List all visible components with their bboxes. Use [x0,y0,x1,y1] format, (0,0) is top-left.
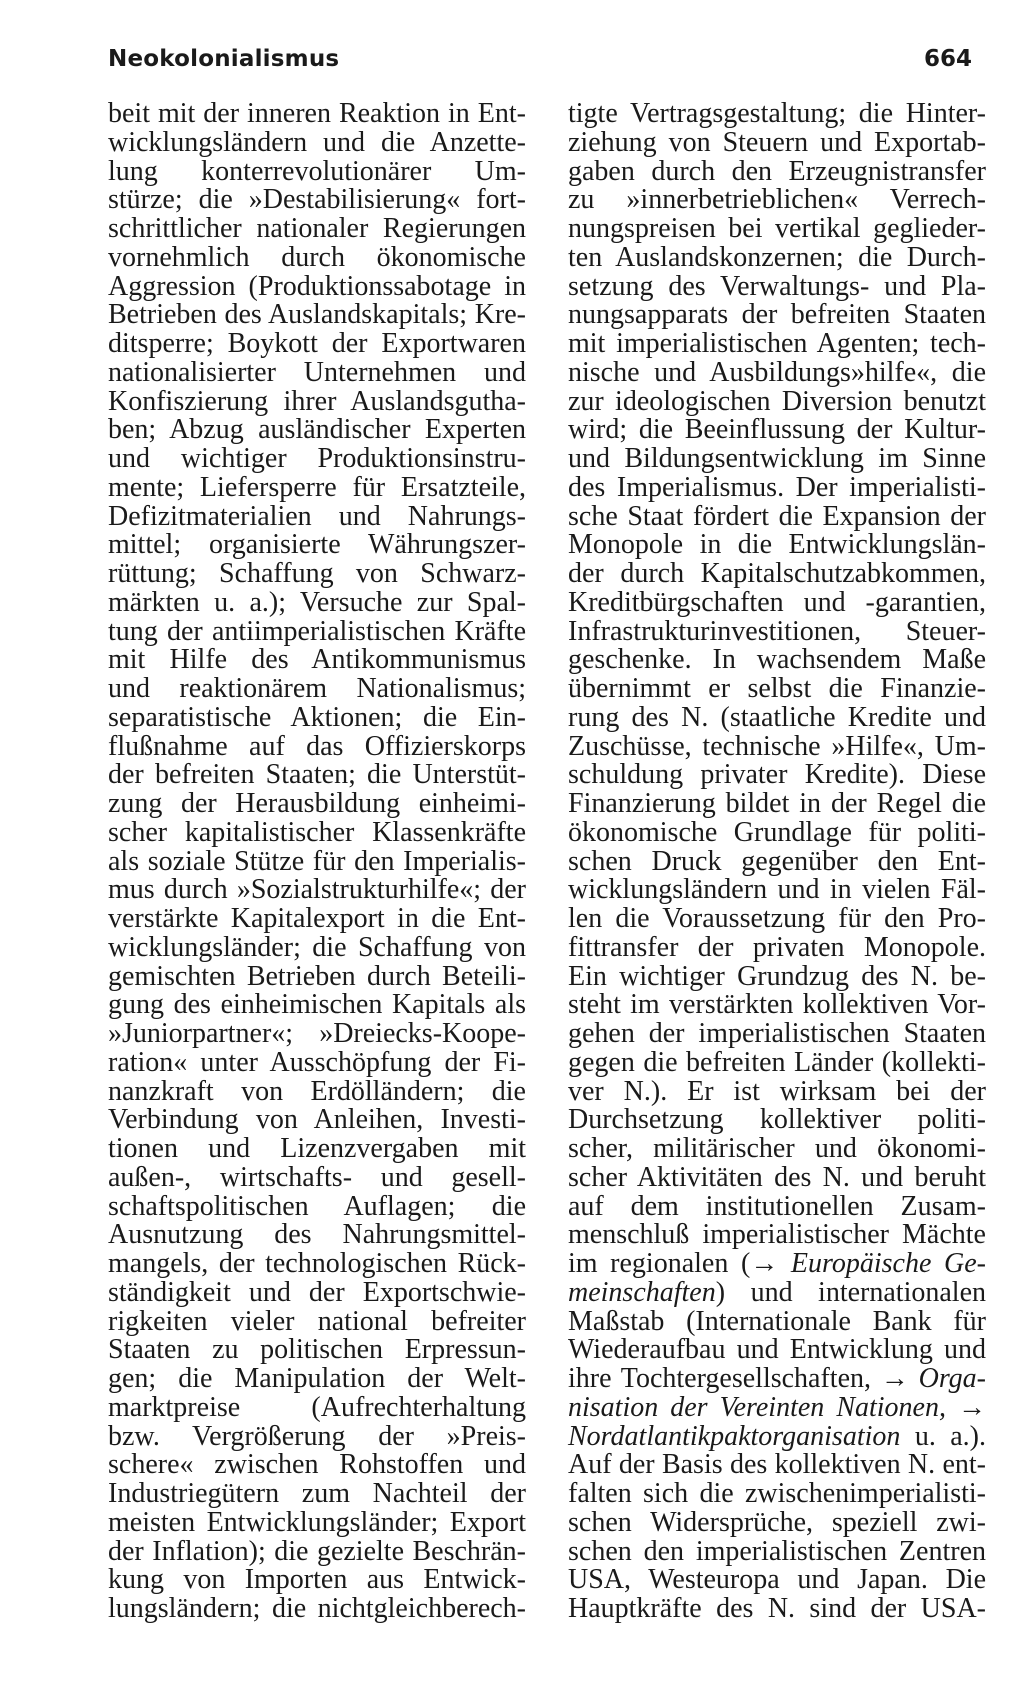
text-line: gehen der imperialistischen Staaten [568,1018,986,1049]
text-line: wicklungsländer; die Schaffung von [108,931,526,963]
text-line: meisten Entwicklungsländer; Export [108,1506,526,1538]
text-line: Kreditbürgschaften und -garantien, [568,586,986,618]
text-segment: → [945,1391,987,1423]
text-line: Verbindung von Anleihen, Investi- [108,1104,526,1136]
text-line: ökonomische Grundlage für politi- [568,816,986,848]
text-line: USA, Westeuropa und Japan. Die [568,1564,986,1596]
text-line: zur ideologischen Diversion benutzt [568,385,986,417]
text-line: gung des einheimischen Kapitals als [108,989,526,1021]
text-line: ziehung von Steuern und Exportab- [568,126,986,158]
text-line: ständigkeit und der Exportschwie- [108,1276,526,1308]
text-line: schen Druck gegenüber den Ent- [568,845,986,877]
text-line: Infrastrukturinvestitionen, Steuer- [568,615,986,647]
text-line: beit mit der inneren Reaktion in Ent- [108,98,526,129]
text-line: schaftspolitischen Auflagen; die [108,1190,526,1222]
text-segment: ihre Tochtergesellschaften, → [568,1363,919,1394]
text-line: flußnahme auf das Offizierskorps [108,730,526,762]
text-line: Betrieben des Auslandskapitals; Kre- [108,299,526,331]
text-line: sche Staat fördert die Expansion der [568,500,986,532]
page-header [108,46,972,86]
text-line: rung des N. (staatliche Kredite und [568,701,986,733]
italic-cross-reference: nisation der Vereinten Nationen, [568,1391,946,1423]
text-line: ben; Abzug ausländischer Experten [108,414,526,446]
text-line [568,1365,986,1394]
text-line: kung von Importen aus Entwick- [108,1564,526,1596]
text-line: märkten u. a.); Versuche zur Spal- [108,586,526,618]
text-line: scher, militärischer und ökonomi- [568,1133,986,1164]
left-text-column [108,100,526,1624]
text-line: steht im verstärkten kollektiven Vor- [568,989,986,1021]
italic-cross-reference: Orga- [918,1363,986,1394]
text-line: des Imperialismus. Der imperialisti- [568,471,986,503]
page-number: 664 [923,46,972,72]
text-line: schen den imperialistischen Zentren [568,1535,986,1567]
right-text-column [568,100,986,1624]
text-line: außen-, wirtschafts- und gesell- [108,1161,526,1193]
text-line: ditsperre; Boykott der Exportwaren [108,328,526,359]
text-line: gemischten Betrieben durch Beteili- [108,960,526,992]
text-line: schen Widersprüche, speziell zwi- [568,1506,986,1538]
text-line: scher kapitalistischer Klassenkräfte [108,816,526,848]
text-line: falten sich die zwischenimperialisti- [568,1478,986,1509]
text-line: und wichtiger Produktionsinstru- [108,443,526,474]
italic-cross-reference: Europäische Ge- [790,1248,986,1279]
text-line [568,1420,986,1452]
text-line: Konfiszierung ihrer Auslandsgutha- [108,385,526,417]
text-line: zung der Herausbildung einheimi- [108,788,526,819]
text-line: len die Voraussetzung für den Pro- [568,903,986,934]
running-head: Neokolonialismus [108,46,340,72]
text-line: der befreiten Staaten; die Unterstüt- [108,759,526,791]
text-line [568,1250,986,1279]
text-line: Durchsetzung kollektiver politi- [568,1104,986,1136]
text-line: nungsapparats der befreiten Staaten [568,299,986,331]
text-line [568,1391,987,1423]
text-line: ten Auslandskonzernen; die Durch- [568,241,986,273]
text-line: mit imperialistischen Agenten; tech- [568,328,986,359]
text-line: der durch Kapitalschutzabkommen, [568,558,986,589]
text-line: Auf der Basis des kollektiven N. ent- [568,1449,986,1481]
text-line: wicklungsländern und die Anzette- [108,126,526,158]
text-line: mangels, der technologischen Rück- [108,1248,526,1279]
text-line: mit Hilfe des Antikommunismus [108,644,526,676]
text-line: gegen die befreiten Länder (kollekti- [568,1046,986,1078]
text-line: scher Aktivitäten des N. und beruht [568,1161,986,1193]
text-segment: ) und internationalen [715,1276,986,1308]
text-segment: u. a.). [900,1420,986,1452]
text-line: der Inflation); die gezielte Beschrän- [108,1535,526,1567]
text-line: mittel; organisierte Währungszer- [108,529,526,561]
text-line: rigkeiten vieler national befreiter [108,1305,526,1337]
text-line: wird; die Beeinflussung der Kultur- [568,414,986,446]
text-line: Finanzierung bildet in der Regel die [568,788,986,819]
text-line: gaben durch den Erzeugnistransfer [568,155,986,187]
italic-cross-reference: Nordatlantikpaktorganisation [568,1420,901,1452]
text-line: marktpreise (Aufrechterhaltung [108,1391,526,1423]
text-line: rüttung; Schaffung von Schwarz- [108,558,526,589]
text-line: menschluß imperialistischer Mächte [568,1219,986,1251]
text-line: Maßstab (Internationale Bank für [568,1305,986,1337]
text-line: schuldung privater Kredite). Diese [568,759,986,791]
text-line: Defizitmaterialien und Nahrungs- [108,500,526,532]
text-line: geschenke. In wachsendem Maße [568,644,986,676]
text-segment: im regionalen (→ [568,1248,791,1279]
text-line: Industriegütern zum Nachteil der [108,1478,526,1509]
text-line: und Bildungsentwicklung im Sinne [568,443,986,474]
text-line: nanzkraft von Erdölländern; die [108,1075,526,1107]
text-line: separatistische Aktionen; die Ein- [108,701,526,733]
text-line: verstärkte Kapitalexport in die Ent- [108,903,526,934]
text-line: tung der antiimperialistischen Kräfte [108,615,526,647]
text-line: Ausnutzung des Nahrungsmittel- [108,1219,526,1251]
text-line [568,1276,986,1308]
text-line: ver N.). Er ist wirksam bei der [568,1075,986,1107]
text-line: Aggression (Produktionssabotage in [108,270,526,302]
text-line: nische und Ausbildungs»hilfe«, die [568,356,986,388]
text-line: übernimmt er selbst die Finanzie- [568,673,986,704]
text-line: Hauptkräfte des N. sind der USA- [568,1593,986,1624]
text-line: tigte Vertragsgestaltung; die Hinter- [568,98,986,129]
text-line: lung konterrevolutionärer Um- [108,155,526,187]
text-line: Wiederaufbau und Entwicklung und [568,1334,986,1366]
text-line: mente; Liefersperre für Ersatzteile, [108,471,526,503]
text-line: schere« zwischen Rohstoffen und [108,1449,526,1481]
text-line: nationalisierter Unternehmen und [108,356,526,388]
text-line: stürze; die »Destabilisierung« fort- [108,184,526,216]
text-line: fittransfer der privaten Monopole. [568,931,986,963]
italic-cross-reference: meinschaften [568,1276,716,1308]
text-line: wicklungsländern und in vielen Fäl- [568,874,986,906]
text-line: schrittlicher nationaler Regierungen [108,213,526,244]
text-line: »Juniorpartner«; »Dreiecks-Koope- [108,1018,526,1049]
text-line: auf dem institutionellen Zusam- [568,1190,986,1222]
text-line: zu »innerbetrieblichen« Verrech- [568,184,986,216]
text-line: Monopole in die Entwicklungslän- [568,529,986,561]
text-line: Staaten zu politischen Erpressun- [108,1334,526,1366]
text-line: und reaktionärem Nationalismus; [108,673,526,704]
text-line: als soziale Stütze für den Imperialis- [108,845,526,877]
text-line: gen; die Manipulation der Welt- [108,1363,526,1394]
text-line: tionen und Lizenzvergaben mit [108,1133,526,1164]
text-line: ration« unter Ausschöpfung der Fi- [108,1046,526,1078]
text-line: lungsländern; die nichtgleichberech- [108,1593,526,1624]
text-line: setzung des Verwaltungs- und Pla- [568,270,986,302]
text-line: Zuschüsse, technische »Hilfe«, Um- [568,730,986,762]
text-line: nungspreisen bei vertikal geglieder- [568,213,986,244]
text-line: bzw. Vergrößerung der »Preis- [108,1420,526,1452]
text-line: mus durch »Sozialstrukturhilfe«; der [108,874,526,906]
text-line: vornehmlich durch ökonomische [108,241,526,273]
text-line: Ein wichtiger Grundzug des N. be- [568,960,986,992]
